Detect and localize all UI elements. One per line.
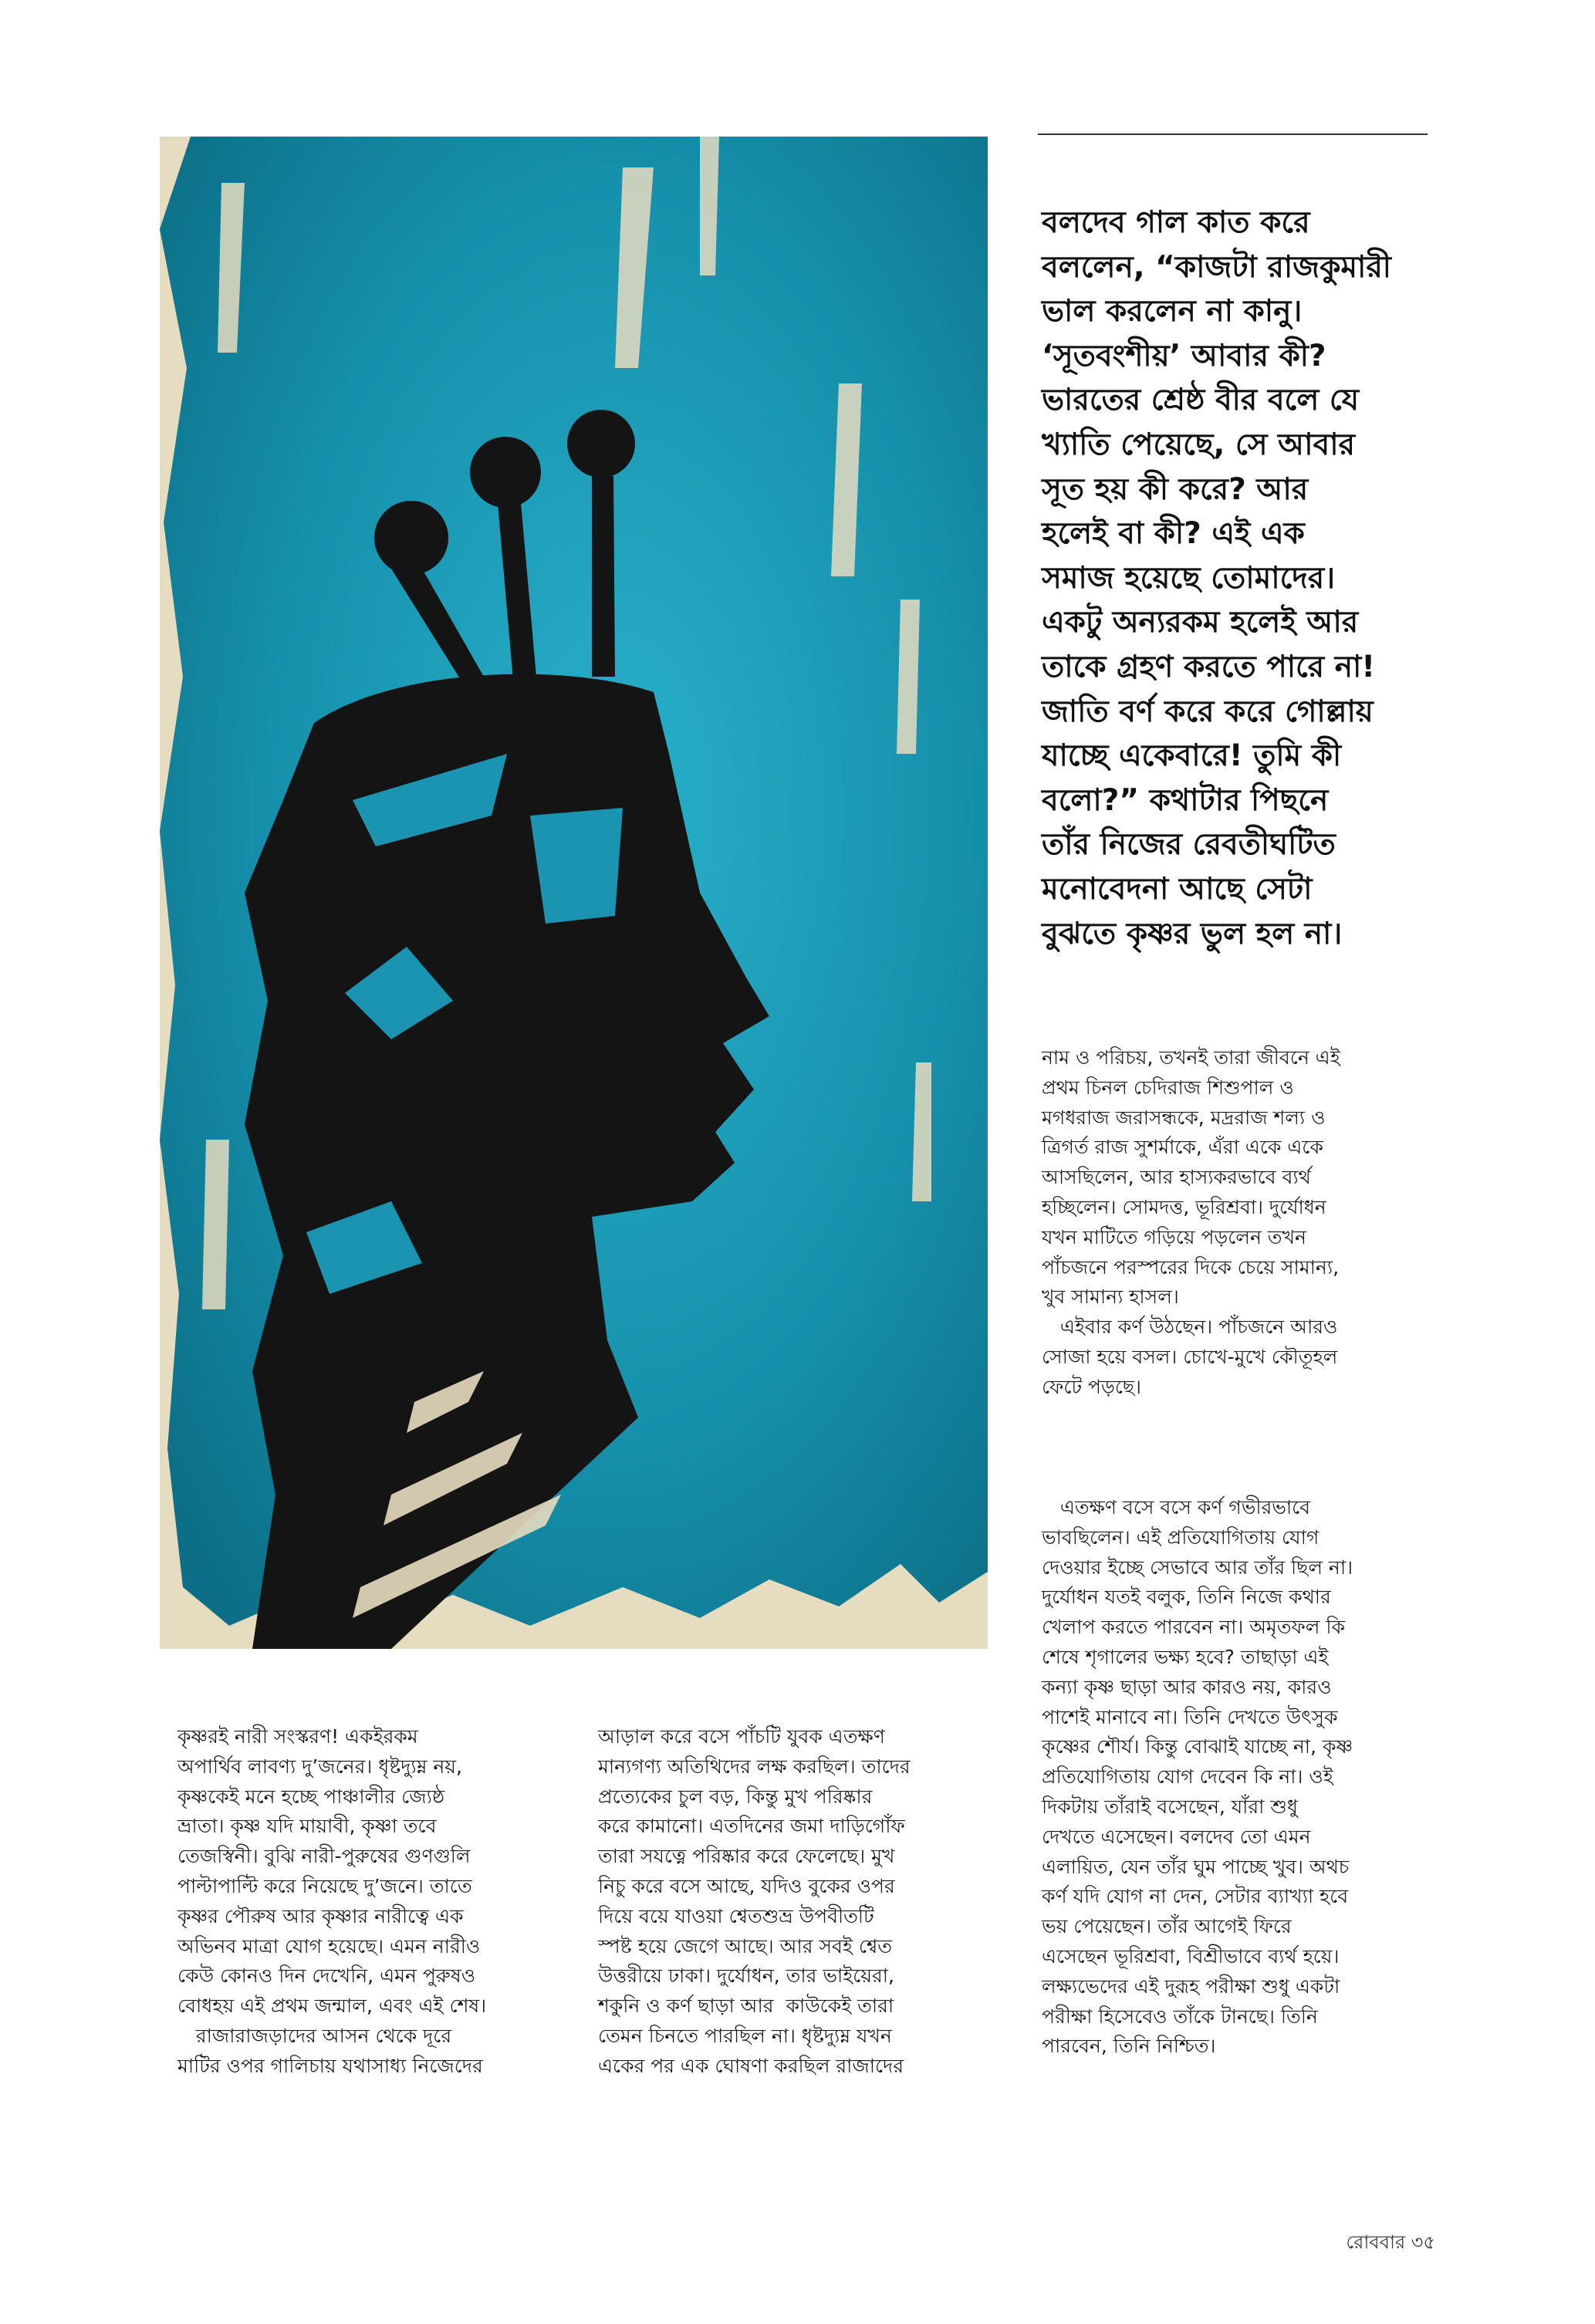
body-line: আড়াল করে বসে পাঁচটি যুবক এতক্ষণ: [598, 1725, 885, 1748]
illustration-profile-artwork: [160, 137, 988, 1649]
body-line: সোজা হয়ে বসল। চোখে-মুখে কৌতূহল: [1042, 1345, 1338, 1368]
body-line: প্রতিযোগিতায় যোগ দেবেন কি না। ওই: [1042, 1765, 1333, 1789]
body-line: করে কামানো। এতদিনের জমা দাড়িগোঁফ: [598, 1815, 905, 1838]
pull-quote: [1042, 201, 1443, 956]
body-column-right-top: [1042, 1043, 1443, 1403]
body-line: আসছিলেন, আর হাস্যকরভাবে ব্যর্থ: [1042, 1166, 1311, 1189]
page-folio: রোববার ৩৫: [1346, 2231, 1435, 2253]
body-line: এতক্ষণ বসে বসে কর্ণ গভীরভাবে: [1042, 1496, 1311, 1518]
body-column-right-bottom: [1042, 1493, 1443, 2062]
pull-quote-line: ভারতের শ্রেষ্ঠ বীর বলে যে: [1042, 383, 1360, 418]
body-line: তেজস্বিনী। বুঝি নারী-পুরুষের গুণগুলি: [177, 1845, 471, 1868]
body-line: একের পর এক ঘোষণা করছিল রাজাদের: [598, 2054, 904, 2077]
body-line: অভিনব মাত্রা যোগ হয়েছে। এমন নারীও: [177, 1934, 481, 1957]
pull-quote-line: বুঝতে কৃষ্ণর ভুল হল না।: [1042, 916, 1343, 951]
pull-quote-line: তাঁর নিজের রেবতীঘটিত: [1042, 827, 1336, 863]
body-line: পাঁচজনে পরস্পরের দিকে চেয়ে সামান্য,: [1042, 1255, 1340, 1279]
pull-quote-line: সূত হয় কী করে? আর: [1042, 471, 1309, 507]
body-line: শকুনি ও কর্ণ ছাড়া আর কাউকেই তারা: [598, 1995, 894, 2018]
body-line: মগধরাজ জরাসন্ধকে, মদ্ররাজ শল্য ও: [1042, 1106, 1326, 1129]
body-line: উত্তরীয়ে ঢাকা। দুর্যোধন, তার ভাইয়েরা,: [598, 1964, 894, 1988]
body-column-left: [177, 1722, 556, 2082]
body-line: ফেটে পড়ছে।: [1042, 1375, 1141, 1398]
body-line: পাল্টাপাল্টি করে নিয়েছে দু’জনে। তাতে: [177, 1874, 472, 1897]
pull-quote-line: তাকে গ্রহণ করতে পারে না!: [1042, 649, 1376, 684]
body-line: কৃষ্ণর পৌরুষ আর কৃষ্ণার নারীত্বে এক: [177, 1904, 464, 1927]
body-line: দিয়ে বয়ে যাওয়া শ্বেতশুভ্র উপবীতটি: [598, 1904, 874, 1927]
body-line: কৃষ্ণরই নারী সংস্করণ! একইরকম: [177, 1725, 418, 1748]
pull-quote-line: সমাজ হয়েছে তোমাদের।: [1042, 560, 1336, 596]
pull-quote-line: ‘সূতবংশীয়’ আবার কী?: [1042, 338, 1326, 373]
pull-quote-line: বলদেব গাল কাত করে: [1042, 205, 1310, 240]
body-line: তেমন চিনতে পারছিল না। ধৃষ্টদ্যুম্ন যখন: [598, 2024, 892, 2047]
body-line: কন্যা কৃষ্ণ ছাড়া আর কারও নয়, কারও: [1042, 1675, 1332, 1698]
body-line: কৃষ্ণকেই মনে হচ্ছে পাঞ্চালীর জ্যেষ্ঠ: [177, 1785, 445, 1808]
pull-quote-line: ভাল করলেন না কানু।: [1042, 294, 1303, 329]
body-line: পাশেই মানাবে না। তিনি দেখতে উৎসুক: [1042, 1705, 1338, 1728]
body-line: দিকটায় তাঁরাই বসেছেন, যাঁরা শুধু: [1042, 1795, 1298, 1818]
body-line: বোধহয় এই প্রথম জন্মাল, এবং এই শেষ।: [177, 1995, 487, 2018]
pull-quote-line: মনোবেদনা আছে সেটা: [1042, 871, 1313, 907]
body-line: নিচু করে বসে আছে, যদিও বুকের ওপর: [598, 1874, 895, 1897]
body-line: পরীক্ষা হিসেবেও তাঁকে টানছে। তিনি: [1042, 2005, 1318, 2028]
top-rule: [1038, 133, 1428, 135]
body-line: হচ্ছিলেন। সোমদত্ত, ভূরিশ্রবা। দুর্যোধন: [1042, 1195, 1326, 1218]
body-line: খুব সামান্য হাসল।: [1042, 1285, 1179, 1309]
body-line: মান্যগণ্য অতিথিদের লক্ষ করছিল। তাদের: [598, 1755, 911, 1778]
pull-quote-line: যাচ্ছে একেবারে! তুমি কী: [1042, 738, 1342, 774]
pull-quote-line: হলেই বা কী? এই এক: [1042, 516, 1305, 552]
body-line: দেওয়ার ইচ্ছে সেভাবে আর তাঁর ছিল না।: [1042, 1556, 1353, 1579]
body-line: শেষে শৃগালের ভক্ষ্য হবে? তাছাড়া এই: [1042, 1645, 1329, 1668]
body-line: প্রত্যেকের চুল বড়, কিন্তু মুখ পরিষ্কার: [598, 1785, 873, 1808]
body-line: এসেছেন ভূরিশ্রবা, বিশ্রীভাবে ব্যর্থ হয়ে।: [1042, 1944, 1340, 1968]
body-line: এলায়িত, যেন তাঁর ঘুম পাচ্ছে খুব। অথচ: [1042, 1855, 1350, 1878]
body-line: মাটির ওপর গালিচায় যথাসাধ্য নিজেদের: [177, 2054, 483, 2077]
body-line: প্রথম চিনল চেদিরাজ শিশুপাল ও: [1042, 1076, 1294, 1099]
pull-quote-line: বলো?” কথাটার পিছনে: [1042, 782, 1329, 818]
body-line: রাজারাজড়াদের আসন থেকে দূরে: [177, 2024, 452, 2047]
body-line: অপার্থিব লাবণ্য দু’জনের। ধৃষ্টদ্যুম্ন নয়,: [177, 1755, 462, 1778]
body-line: দুর্যোধন যতই বলুক, তিনি নিজে কথার: [1042, 1586, 1331, 1609]
pull-quote-line: একটু অন্যরকম হলেই আর: [1042, 605, 1359, 640]
body-line: এইবার কর্ণ উঠছেন। পাঁচজনে আরও: [1042, 1316, 1338, 1339]
body-column-middle: [598, 1722, 984, 2082]
pull-quote-line: খ্যাতি পেয়েছে, সে আবার: [1042, 427, 1355, 462]
body-line: তারা সযত্নে পরিষ্কার করে ফেলেছে। মুখ: [598, 1845, 895, 1868]
body-line: কৃষ্ণের শৌর্য। কিন্তু বোঝাই যাচ্ছে না, কৃষ্ণ: [1042, 1735, 1353, 1758]
body-line: স্পষ্ট হয়ে জেগে আছে। আর সবই শ্বেত: [598, 1934, 893, 1957]
body-line: নাম ও পরিচয়, তখনই তারা জীবনে এই: [1042, 1046, 1340, 1069]
body-line: ত্রিগর্ত রাজ সুশর্মাকে, এঁরা একে একে: [1042, 1136, 1323, 1159]
body-line: ভয় পেয়েছেন। তাঁর আগেই ফিরে: [1042, 1915, 1292, 1938]
body-line: যখন মাটিতে গড়িয়ে পড়লেন তখন: [1042, 1225, 1306, 1248]
body-line: খেলাপ করতে পারবেন না। অমৃতফল কি: [1042, 1616, 1345, 1639]
body-line: কেউ কোনও দিন দেখেনি, এমন পুরুষও: [177, 1964, 476, 1988]
body-line: ভাবছিলেন। এই প্রতিযোগিতায় যোগ: [1042, 1525, 1320, 1549]
body-line: কর্ণ যদি যোগ না দেন, সেটার ব্যাখ্যা হবে: [1042, 1885, 1349, 1908]
body-line: পারবেন, তিনি নিশ্চিত।: [1042, 2035, 1216, 2058]
body-line: দেখতে এসেছেন। বলদেব তো এমন: [1042, 1825, 1311, 1848]
pull-quote-line: বললেন, “কাজটা রাজকুমারী: [1042, 249, 1391, 285]
body-line: লক্ষ্যভেদের এই দুরূহ পরীক্ষা শুধু একটা: [1042, 1974, 1340, 1998]
pull-quote-line: জাতি বর্ণ করে করে গোল্লায়: [1042, 694, 1374, 729]
body-line: ভ্রাতা। কৃষ্ণ যদি মায়াবী, কৃষ্ণা তবে: [177, 1815, 437, 1838]
